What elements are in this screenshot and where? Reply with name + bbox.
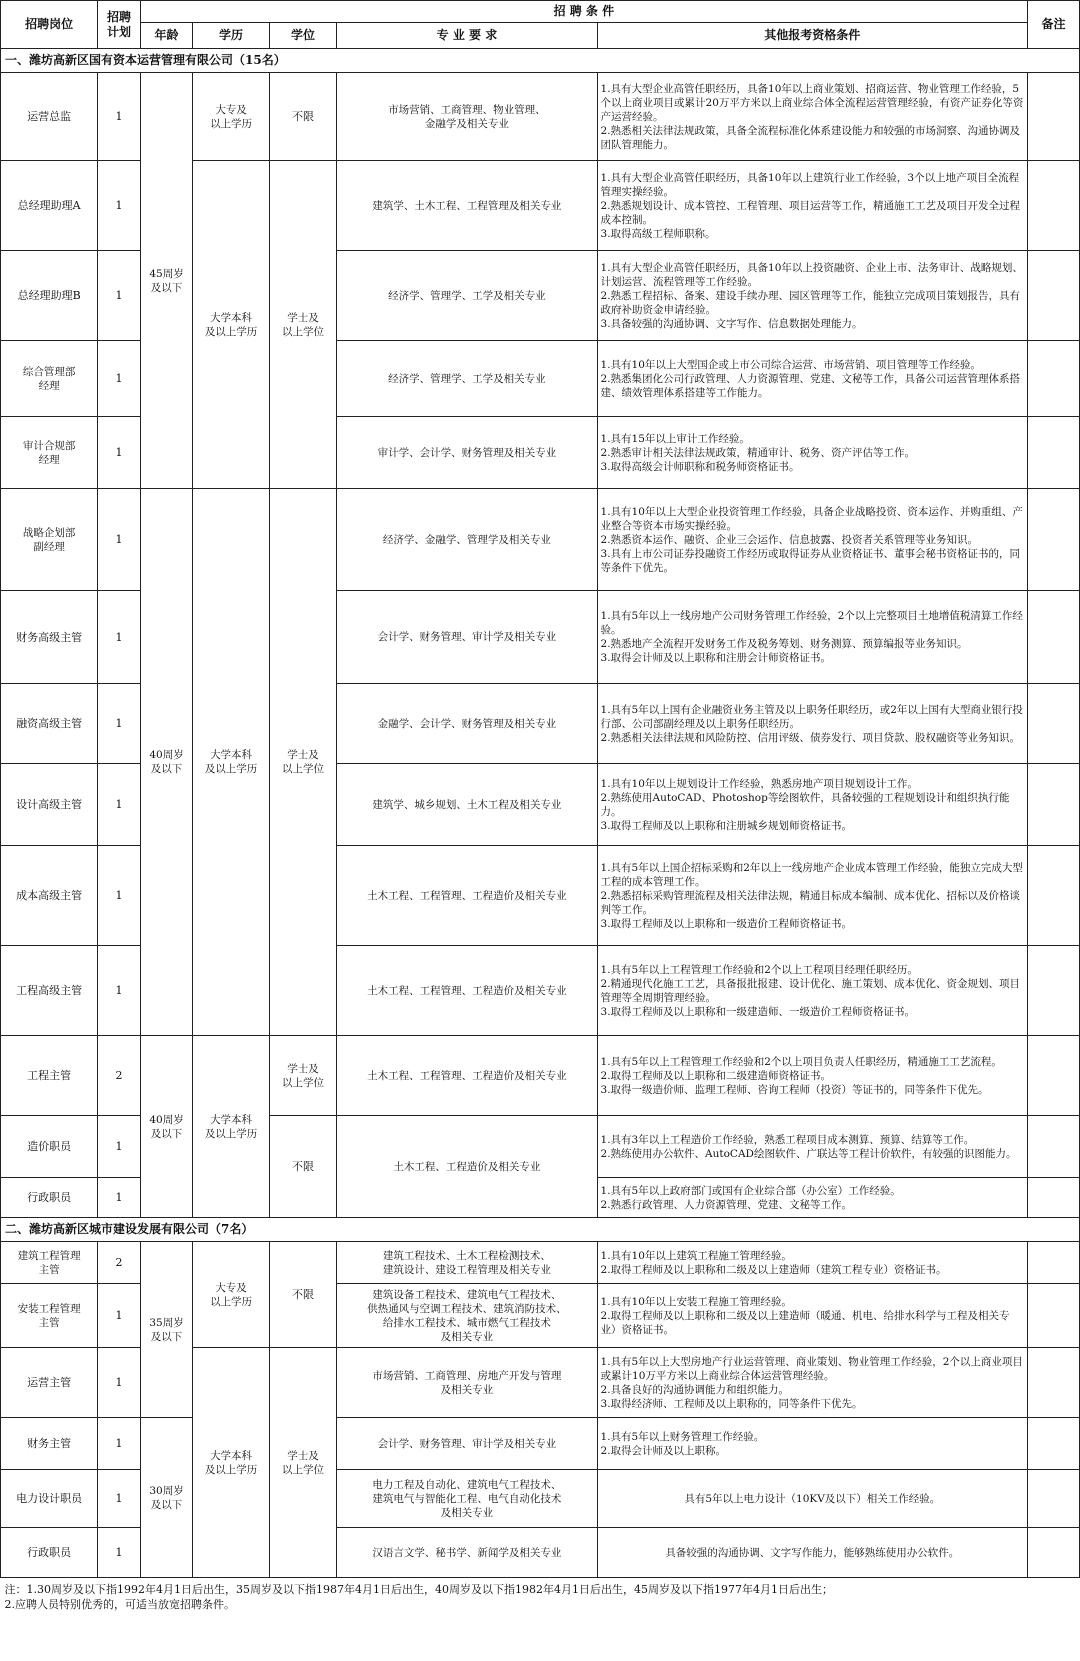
remark-cell	[1028, 251, 1080, 341]
major-cell: 经济学、管理学、工学及相关专业	[337, 341, 597, 417]
col-header-degree: 学位	[269, 23, 337, 49]
major-cell: 土木工程、工程管理、工程造价及相关专业	[337, 946, 597, 1036]
col-header-major: 专 业 要 求	[337, 23, 597, 49]
post-cell: 设计高级主管	[1, 764, 98, 846]
age-cell: 40周岁 及以下	[140, 1036, 193, 1218]
post-cell: 电力设计职员	[1, 1470, 98, 1528]
major-cell: 会计学、财务管理、审计学及相关专业	[337, 591, 597, 684]
post-cell: 工程主管	[1, 1036, 98, 1116]
plan-cell: 1	[98, 489, 140, 591]
major-cell: 会计学、财务管理、审计学及相关专业	[337, 1418, 597, 1470]
remark-cell	[1028, 73, 1080, 161]
requirements-cell: 1.具有5年以上工程管理工作经验和2个以上项目负责人任职经历，精通施工工艺流程。 2.取得工程师及以上职称和二级建造师资格证书。 3.取得一级造价师、监理工程师、咨询工程师（投资）等证书的，同等条件下优先。	[597, 1036, 1028, 1116]
section-title: 二、潍坊高新区城市建设发展有限公司（7名）	[1, 1218, 1080, 1242]
col-header-age: 年龄	[140, 23, 193, 49]
degree-cell: 不限	[269, 73, 337, 161]
col-header-remark: 备注	[1028, 1, 1080, 49]
post-cell: 综合管理部 经理	[1, 341, 98, 417]
requirements-cell: 具有5年以上电力设计（10KV及以下）相关工作经验。	[597, 1470, 1028, 1528]
plan-cell: 1	[98, 1178, 140, 1218]
table-row	[1, 1418, 1080, 1470]
major-cell: 电力工程及自动化、建筑电气工程技术、 建筑电气与智能化工程、电气自动化技术 及相关专业	[337, 1470, 597, 1528]
post-cell: 融资高级主管	[1, 684, 98, 764]
remark-cell	[1028, 1418, 1080, 1470]
age-cell: 40周岁 及以下	[140, 489, 193, 1036]
footnotes: 注：1.30周岁及以下指1992年4月1日后出生，35周岁及以下指1987年4月1日后出生，40周岁及以下指1982年4月1日后出生，45周岁及以下指1977年4月1日后出生； 2.应聘人员特别优秀的，可适当放宽招聘条件。	[4, 1583, 833, 1611]
plan-cell: 1	[98, 684, 140, 764]
plan-cell: 2	[98, 1036, 140, 1116]
requirements-cell: 1.具有10年以上规划设计工作经验，熟悉房地产项目规划设计工作。 2.熟练使用AutoCAD、Photoshop等绘图软件，具备较强的工程规划设计和组织执行能力。 3.取得工程师及以上职称和注册城乡规划师资格证书。	[597, 764, 1028, 846]
edu-cell: 大学本科 及以上学历	[193, 1348, 269, 1578]
remark-cell	[1028, 161, 1080, 251]
age-cell: 45周岁 及以下	[140, 73, 193, 489]
requirements-cell: 1.具有10年以上建筑工程施工管理经验。 2.取得工程师及以上职称和二级及以上建造师（建筑工程专业）资格证书。	[597, 1242, 1028, 1284]
major-cell: 审计学、会计学、财务管理及相关专业	[337, 417, 597, 489]
plan-cell: 1	[98, 1470, 140, 1528]
remark-cell	[1028, 489, 1080, 591]
degree-cell: 学士及 以上学位	[269, 489, 337, 1036]
major-cell: 经济学、金融学、管理学及相关专业	[337, 489, 597, 591]
post-cell: 建筑工程管理 主管	[1, 1242, 98, 1284]
edu-cell: 大学本科 及以上学历	[193, 1036, 269, 1218]
major-cell: 建筑工程技术、土木工程检测技术、 建筑设计、建设工程管理及相关专业	[337, 1242, 597, 1284]
remark-cell	[1028, 946, 1080, 1036]
requirements-cell: 1.具有5年以上一线房地产公司财务管理工作经验，2个以上完整项目土地增值税清算工作经验。 2.熟悉地产全流程开发财务工作及税务筹划、财务测算、预算编报等业务知识。 3.取得会计师及以上职称和注册会计师资格证书。	[597, 591, 1028, 684]
major-cell: 金融学、会计学、财务管理及相关专业	[337, 684, 597, 764]
major-cell: 市场营销、工商管理、房地产开发与管理 及相关专业	[337, 1348, 597, 1418]
post-cell: 总经理助理A	[1, 161, 98, 251]
degree-cell: 学士及 以上学位	[269, 1036, 337, 1116]
post-cell: 成本高级主管	[1, 846, 98, 946]
plan-cell: 1	[98, 946, 140, 1036]
requirements-cell: 1.具有5年以上国企招标采购和2年以上一线房地产企业成本管理工作经验，能独立完成大型工程的成本管理工作。 2.熟悉招标采购管理流程及相关法律法规，精通目标成本编制、成本优化、招标以及价格谈判等工作。 3.取得工程师及以上职称和一级造价工程师资格证书。	[597, 846, 1028, 946]
degree-cell: 不限	[269, 1242, 337, 1348]
remark-cell	[1028, 684, 1080, 764]
remark-cell	[1028, 1116, 1080, 1178]
post-cell: 安装工程管理 主管	[1, 1284, 98, 1348]
major-cell: 土木工程、工程管理、工程造价及相关专业	[337, 1036, 597, 1116]
requirements-cell: 1.具有10年以上大型国企或上市公司综合运营、市场营销、项目管理等工作经验。 2.熟悉集团化公司行政管理、人力资源管理、党建、文秘等工作，具备公司运营管理体系搭建、绩效管理体系搭建等工作能力。	[597, 341, 1028, 417]
col-header-edu: 学历	[193, 23, 269, 49]
requirements-cell: 1.具有5年以上工程管理工作经验和2个以上工程项目经理任职经历。 2.精通现代化施工工艺，具备报批报建、设计优化、施工策划、成本优化、资金规划、项目管理等全周期管理经验。 3.取得工程师及以上职称和一级建造师、一级造价工程师资格证书。	[597, 946, 1028, 1036]
major-cell: 土木工程、工程造价及相关专业	[337, 1116, 597, 1218]
requirements-cell: 1.具有3年以上工程造价工作经验，熟悉工程项目成本测算、预算、结算等工作。 2.熟练使用办公软件、AutoCAD绘图软件、广联达等工程计价软件，有较强的识图能力。	[597, 1116, 1028, 1178]
remark-cell	[1028, 1348, 1080, 1418]
plan-cell: 1	[98, 846, 140, 946]
edu-cell: 大专及 以上学历	[193, 1242, 269, 1348]
post-cell: 行政职员	[1, 1528, 98, 1578]
major-cell: 土木工程、工程管理、工程造价及相关专业	[337, 846, 597, 946]
remark-cell	[1028, 846, 1080, 946]
plan-cell: 1	[98, 1116, 140, 1178]
age-cell: 30周岁 及以下	[140, 1418, 193, 1578]
major-cell: 建筑学、城乡规划、土木工程及相关专业	[337, 764, 597, 846]
major-cell: 市场营销、工商管理、物业管理、 金融学及相关专业	[337, 73, 597, 161]
table-row	[1, 489, 1080, 591]
plan-cell: 1	[98, 591, 140, 684]
remark-cell	[1028, 1178, 1080, 1218]
remark-cell	[1028, 1284, 1080, 1348]
plan-cell: 1	[98, 1284, 140, 1348]
plan-cell: 1	[98, 341, 140, 417]
major-cell: 经济学、管理学、工学及相关专业	[337, 251, 597, 341]
post-cell: 总经理助理B	[1, 251, 98, 341]
plan-cell: 1	[98, 764, 140, 846]
requirements-cell: 1.具有15年以上审计工作经验。 2.熟悉审计相关法律法规政策，精通审计、税务、资产评估等工作。 3.取得高级会计师职称和税务师资格证书。	[597, 417, 1028, 489]
requirements-cell: 具备较强的沟通协调、文字写作能力，能够熟练使用办公软件。	[597, 1528, 1028, 1578]
major-cell: 建筑设备工程技术、建筑电气工程技术、 供热通风与空调工程技术、建筑消防技术、 给排水工程技术、城市燃气工程技术 及相关专业	[337, 1284, 597, 1348]
requirements-cell: 1.具有大型企业高管任职经历，具备10年以上商业策划、招商运营、物业管理工作经验，5个以上商业项目或累计20万平方米以上商业综合体全流程运营管理经验，有资产证券化等资产运营经验。 2.熟悉相关法律法规政策，具备全流程标准化体系建设能力和较强的市场洞察、沟通协调及团队管理能力。	[597, 73, 1028, 161]
post-cell: 运营总监	[1, 73, 98, 161]
edu-cell: 大学本科 及以上学历	[193, 489, 269, 1036]
section-title: 一、潍坊高新区国有资本运营管理有限公司（15名）	[1, 49, 1080, 73]
edu-cell: 大学本科 及以上学历	[193, 161, 269, 489]
remark-cell	[1028, 1528, 1080, 1578]
plan-cell: 1	[98, 1528, 140, 1578]
col-header-other: 其他报考资格条件	[597, 23, 1028, 49]
post-cell: 财务高级主管	[1, 591, 98, 684]
col-header-conditions: 招 聘 条 件	[140, 1, 1027, 23]
age-cell: 35周岁 及以下	[140, 1242, 193, 1418]
remark-cell	[1028, 1242, 1080, 1284]
requirements-cell: 1.具有10年以上大型企业投资管理工作经验，具备企业战略投资、资本运作、并购重组、产业整合等资本市场实操经验。 2.熟悉资本运作、融资、企业三会运作、信息披露、投资者关系管理等业务知识。 3.具有上市公司证券投融资工作经历或取得证券从业资格证书、董事会秘书资格证书的，同等条件下优先。	[597, 489, 1028, 591]
remark-cell	[1028, 341, 1080, 417]
plan-cell: 1	[98, 1418, 140, 1470]
plan-cell: 1	[98, 1348, 140, 1418]
degree-cell: 学士及 以上学位	[269, 1348, 337, 1578]
post-cell: 运营主管	[1, 1348, 98, 1418]
requirements-cell: 1.具有5年以上大型房地产行业运营管理、商业策划、物业管理工作经验，2个以上商业项目或累计10万平方米以上商业综合体运营管理经验。 2.具备良好的沟通协调能力和组织能力。 3.取得经济师、工程师及以上职称的，同等条件下优先。	[597, 1348, 1028, 1418]
remark-cell	[1028, 1470, 1080, 1528]
post-cell: 战略企划部 副经理	[1, 489, 98, 591]
table-row	[1, 73, 1080, 161]
post-cell: 造价职员	[1, 1116, 98, 1178]
remark-cell	[1028, 417, 1080, 489]
post-cell: 财务主管	[1, 1418, 98, 1470]
col-header-post: 招聘岗位	[1, 1, 98, 49]
table-row	[1, 1036, 1080, 1116]
plan-cell: 1	[98, 417, 140, 489]
plan-cell: 1	[98, 251, 140, 341]
remark-cell	[1028, 591, 1080, 684]
requirements-cell: 1.具有5年以上政府部门或国有企业综合部（办公室）工作经验。 2.熟悉行政管理、人力资源管理、党建、文秘等工作。	[597, 1178, 1028, 1218]
requirements-cell: 1.具有5年以上财务管理工作经验。 2.取得会计师及以上职称。	[597, 1418, 1028, 1470]
col-header-plan: 招聘 计划	[98, 1, 140, 49]
remark-cell	[1028, 1036, 1080, 1116]
degree-cell: 不限	[269, 1116, 337, 1218]
post-cell: 审计合规部 经理	[1, 417, 98, 489]
requirements-cell: 1.具有大型企业高管任职经历，具备10年以上建筑行业工作经验，3个以上地产项目全流程管理实操经验。 2.熟悉规划设计、成本管控、工程管理、项目运营等工作，精通施工工艺及项目开发全过程成本控制。 3.取得高级工程师职称。	[597, 161, 1028, 251]
remark-cell	[1028, 764, 1080, 846]
table-row	[1, 1242, 1080, 1284]
requirements-cell: 1.具有10年以上安装工程施工管理经验。 2.取得工程师及以上职称和二级及以上建造师（暖通、机电、给排水科学与工程及相关专业）资格证书。	[597, 1284, 1028, 1348]
plan-cell: 1	[98, 161, 140, 251]
degree-cell: 学士及 以上学位	[269, 161, 337, 489]
edu-cell: 大专及 以上学历	[193, 73, 269, 161]
major-cell: 汉语言文学、秘书学、新闻学及相关专业	[337, 1528, 597, 1578]
requirements-cell: 1.具有5年以上国有企业融资业务主管及以上职务任职经历，或2年以上国有大型商业银行投行部、公司部副经理及以上职务任职经历。 2.熟悉相关法律法规和风险防控、信用评级、债券发行、项目贷款、股权融资等业务知识。	[597, 684, 1028, 764]
post-cell: 工程高级主管	[1, 946, 98, 1036]
post-cell: 行政职员	[1, 1178, 98, 1218]
plan-cell: 2	[98, 1242, 140, 1284]
major-cell: 建筑学、土木工程、工程管理及相关专业	[337, 161, 597, 251]
requirements-cell: 1.具有大型企业高管任职经历，具备10年以上投资融资、企业上市、法务审计、战略规划、计划运营、流程管理等工作经验。 2.熟悉工程招标、备案、建设手续办理、园区管理等工作，能独立完成项目策划报告，具有政府补助资金申请经验。 3.具备较强的沟通协调、文字写作、信息数据处理能力。	[597, 251, 1028, 341]
plan-cell: 1	[98, 73, 140, 161]
